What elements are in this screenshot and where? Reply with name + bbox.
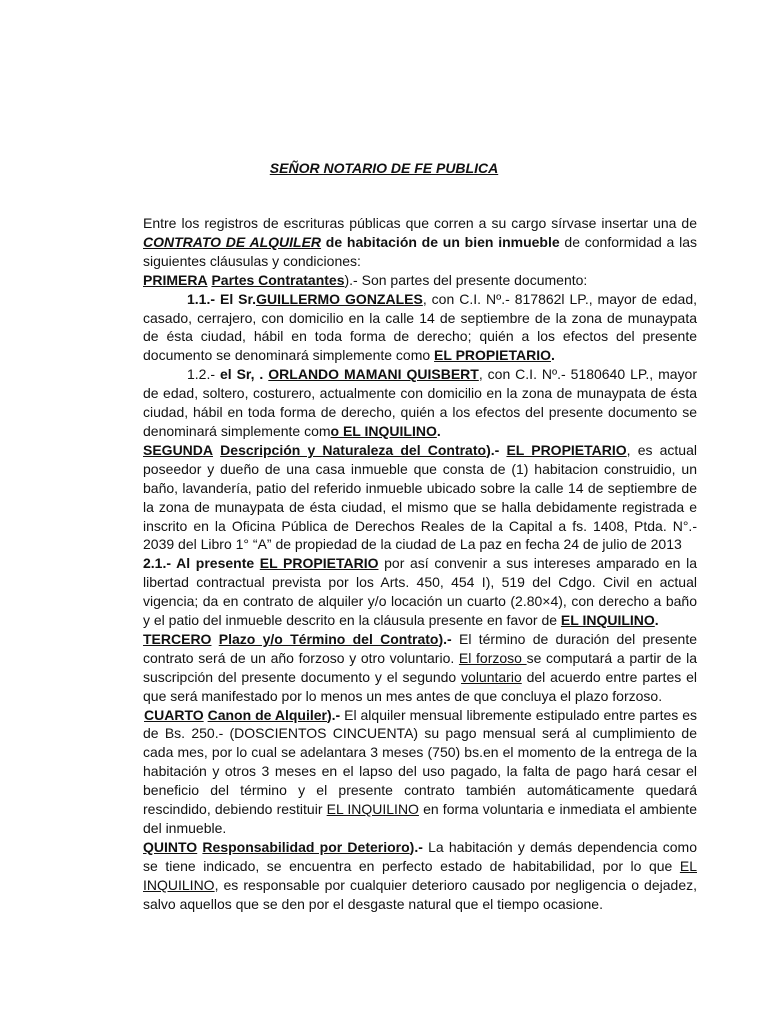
item-number: 1.1.- El Sr. bbox=[187, 290, 257, 307]
clause-2-1 bbox=[143, 554, 697, 630]
clause-text-2: se computará a partir de la suscripción del presente documento y el segundo bbox=[143, 649, 698, 685]
party-title: el Sr, . bbox=[219, 366, 269, 383]
clause-sep: ).- bbox=[438, 630, 452, 647]
intro-paragraph bbox=[143, 214, 697, 271]
clause-heading: Canon de Alquiler bbox=[207, 706, 327, 723]
clause-sep: ).- bbox=[409, 838, 423, 855]
clause-sep: ).- bbox=[486, 441, 507, 458]
clause-end: . bbox=[551, 347, 555, 364]
clause-tercero bbox=[143, 630, 697, 706]
clause-text: ).- Son partes del presente documento: bbox=[344, 271, 588, 288]
party-role-2: EL INQUILINO bbox=[560, 612, 655, 629]
clause-text-2: , es responsable por cualquier deterioro causado por negligencia o dejadez, salvo aquellos que se den por el desgaste natural que el tiempo ocasione. bbox=[143, 876, 697, 912]
clause-1-2 bbox=[143, 365, 697, 441]
clause-heading: Plazo y/o Término del Contrato bbox=[218, 630, 439, 647]
intro-text-1: Entre los registros de escrituras públicas que corren a su cargo sírvase insertar una de bbox=[143, 215, 697, 231]
party-name: ORLANDO MAMANI QUISBERT bbox=[268, 366, 479, 383]
forzoso-term: El forzoso bbox=[458, 649, 527, 666]
clause-text: , con C.I. Nº.- 5180640 LP., mayor de edad, soltero, costurero, actualmente con domicilio en la zona de munaypata de ésta ciudad, hábil en toda forma de derecho, quién a los efectos del presente documento se denominará simplemente com bbox=[143, 366, 698, 439]
clause-text-2: en forma voluntaria e inmediata el ambiente del inmueble. bbox=[143, 801, 697, 836]
clause-quinto bbox=[143, 838, 697, 914]
party-role: EL INQUILINO bbox=[326, 801, 419, 818]
clause-label: QUINTO bbox=[143, 838, 198, 855]
contract-type: CONTRATO DE ALQUILER bbox=[143, 233, 322, 250]
clause-text: por así convenir a sus intereses amparado en la libertad contractual prevista por los Arts. 450, 454 I), 519 del Cdgo. Civil en actual vigencia; da en contrato de alquiler y/o locación un cuarto (2.80×4), con derecho a baño y el patio del inmueble descrito en la cláusula presente en favor de bbox=[143, 555, 697, 629]
party-role: EL INQUILINO bbox=[143, 857, 697, 893]
clause-label: PRIMERA bbox=[143, 271, 208, 288]
clause-1-1 bbox=[143, 290, 697, 366]
clause-cuarto bbox=[143, 706, 697, 838]
party-role: EL PROPIETARIO bbox=[434, 347, 551, 364]
intro-text-2: de habitación de un bien inmueble bbox=[321, 233, 560, 250]
clause-segunda bbox=[143, 441, 697, 554]
intro-text-3: de conformidad a las siguientes cláusulas y condiciones: bbox=[143, 233, 698, 269]
clause-text-1: La habitación y demás dependencia como se tiene indicado, se encuentra en perfecto estado de habitabilidad, por lo que bbox=[143, 838, 697, 874]
clause-label: TERCERO bbox=[143, 630, 212, 647]
clause-heading: Descripción y Naturaleza del Contrato bbox=[220, 441, 487, 458]
clause-primera bbox=[143, 271, 697, 290]
clause-label: SEGUNDA bbox=[143, 441, 214, 458]
clause-heading: Responsabilidad por Deterioro bbox=[202, 838, 410, 855]
clause-text: , con C.I. Nº.- 817862l LP., mayor de edad, casado, cerrajero, con domicilio en la calle 14 de septiembre de la zona de munaypata de ésta ciudad, hábil en toda forma de derecho; quién a los efectos del presente documento se denominará simplemente como bbox=[143, 290, 697, 364]
item-number: 2.1.- Al presente bbox=[143, 555, 260, 572]
clause-end: . bbox=[654, 612, 659, 629]
item-number: 1.2.- bbox=[187, 366, 220, 383]
party-name: GUILLERMO GONZALES bbox=[256, 290, 423, 307]
clause-text-3: del acuerdo entre partes el que será manifestado por lo menos un mes antes de que concluya el plazo forzoso. bbox=[143, 668, 697, 704]
clause-text: , es actual poseedor y dueño de una casa inmueble que consta de (1) habitacion construidio, un baño, lavandería, patio del referido inmueble ubicado sobre la calle 14 de septiembre de la zona de munaypata de ésta ciudad, el mismo que se halla debidamente registrada e inscrito en la Oficina Pública de Derechos Reales de la Capital a fs. 1408, Ptda. N°.- 2039 del Libro 1° “A” de propiedad de la ciudad de La paz en fecha 24 de julio de 2013 bbox=[143, 441, 697, 553]
document-body bbox=[143, 214, 697, 914]
party-role: EL PROPIETARIO bbox=[259, 555, 379, 572]
party-role: o EL INQUILINO bbox=[330, 422, 437, 439]
party-role: EL PROPIETARIO bbox=[506, 441, 627, 458]
clause-text-1: El alquiler mensual libremente estipulado entre partes es de Bs. 250.- (DOSCIENTOS CINCUENTA) su pago mensual será al cumplimiento de cada mes, por lo cual se adelantara 3 meses (750) bs.en el momento de la entrega de la habitación y otros 3 meses en el lapso del uso pagado, la falta de pago hará cesar el beneficio del término y el presente contrato también automáticamente quedará rescindido, debiendo restituir bbox=[143, 706, 698, 818]
clause-end: . bbox=[436, 422, 441, 439]
clause-text-1: El término de duración del presente contrato será de un año forzoso y otro voluntario. bbox=[143, 630, 697, 666]
clause-heading: Partes Contratantes bbox=[211, 271, 345, 288]
clause-label: CUARTO bbox=[144, 706, 204, 723]
clause-sep: ).- bbox=[326, 706, 341, 723]
document-title: SEÑOR NOTARIO DE FE PUBLICA bbox=[269, 160, 499, 176]
voluntario-term: voluntario bbox=[461, 668, 522, 685]
